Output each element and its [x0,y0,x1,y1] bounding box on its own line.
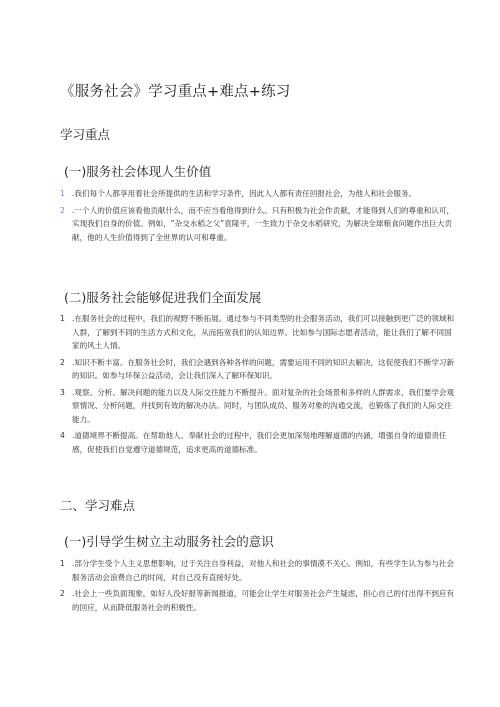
list-item [60,557,455,584]
list-item [60,429,455,456]
list-item-number: 2 [60,357,65,367]
list-item-number: 1 [60,559,65,568]
list-life-value [60,187,455,247]
list-full-development [60,312,455,459]
subsection-heading-life-value: (一)服务社会体现人生价值 [64,164,212,179]
list-item [60,587,455,614]
list-item-text: .道德境界不断提高。在帮助他人、奉献社会的过程中，我们会更加深刻地理解道德的内涵，增强自身的道德责任感，促使我们自觉遵守道德规范，追求更高的道德标准。 [72,431,447,454]
list-item-number: 2 [60,589,65,598]
section-heading-key-points-text: 学习重点 [60,127,111,142]
list-item [60,356,455,383]
list-item-number: 1 [60,189,65,198]
list-item-number: 1 [60,314,65,323]
list-item [60,204,455,245]
document-title: 《服务社会》学习重点+难点+练习 [60,84,291,100]
section-heading-difficulties: 二、学习难点 [60,498,136,513]
subsection-heading-active-service: (一)引导学生树立主动服务社会的意识 [64,534,274,549]
list-item [60,187,455,201]
list-item-text: .我们每个人都享用着社会所提供的生活和学习条件，因此人人都有责任回报社会，为他人和社会服务。 [72,189,417,198]
list-item-text: .社会上一些负面现象，如好人没好报等新闻报道，可能会让学生对服务社会产生疑虑，担心自己的付出得不到应有的回应，从而降低服务社会的积极性。 [72,589,455,612]
list-item-number: 3 [60,387,65,397]
list-item [60,312,455,353]
list-active-service [60,557,455,617]
list-item-number: 4 [60,431,65,440]
list-item-text: .知识不断丰富。在服务社会时，我们会遇到各种各样的问题，需要运用不同的知识去解决，这促使我们不断学习新的知识。如参与环保公益活动，会让我们深入了解环保知识。 [72,357,455,380]
list-item-number: 2 [60,205,65,215]
list-item-text: .在服务社会的过程中，我们的视野不断拓展。通过参与不同类型的社会服务活动，我们可以接触到更广泛的领域和人群，了解到不同的生活方式和文化，从而拓宽我们的认知边界。比如参与国际志愿者活动，能让我们了解不同国家的风土人情。 [72,314,455,350]
subsection-heading-full-development: (二)服务社会能够促进我们全面发展 [64,290,262,305]
list-item-text: .部分学生受个人主义思想影响，过于关注自身利益，对他人和社会的事情漠不关心。例如，有些学生认为参与社会服务活动会浪费自己的时间，对自己没有直接好处。 [72,559,455,582]
list-item [60,386,455,427]
section-heading-key-points [60,125,110,143]
list-item-text: .一个人的价值应该看他贡献什么，而不应当看他得到什么。只有积极为社会作贡献，才能得到人们的尊重和认可，实现我们自身的价值。例如，“杂交水稻之父”袁隆平，一生致力于杂交水稻研究，为解决全球粮食问题作出巨大贡献，他的人生价值得到了全世界的认可和尊重。 [72,205,455,242]
list-item-text: .观察、分析、解决问题的能力以及人际交往能力不断提升。面对复杂的社会场景和多样的人群需求，我们要学会观察情况、分析问题，并找到有效的解决办法。同时，与团队成员、服务对象的沟通交流，也锻炼了我们的人际交往能力。 [72,387,455,424]
